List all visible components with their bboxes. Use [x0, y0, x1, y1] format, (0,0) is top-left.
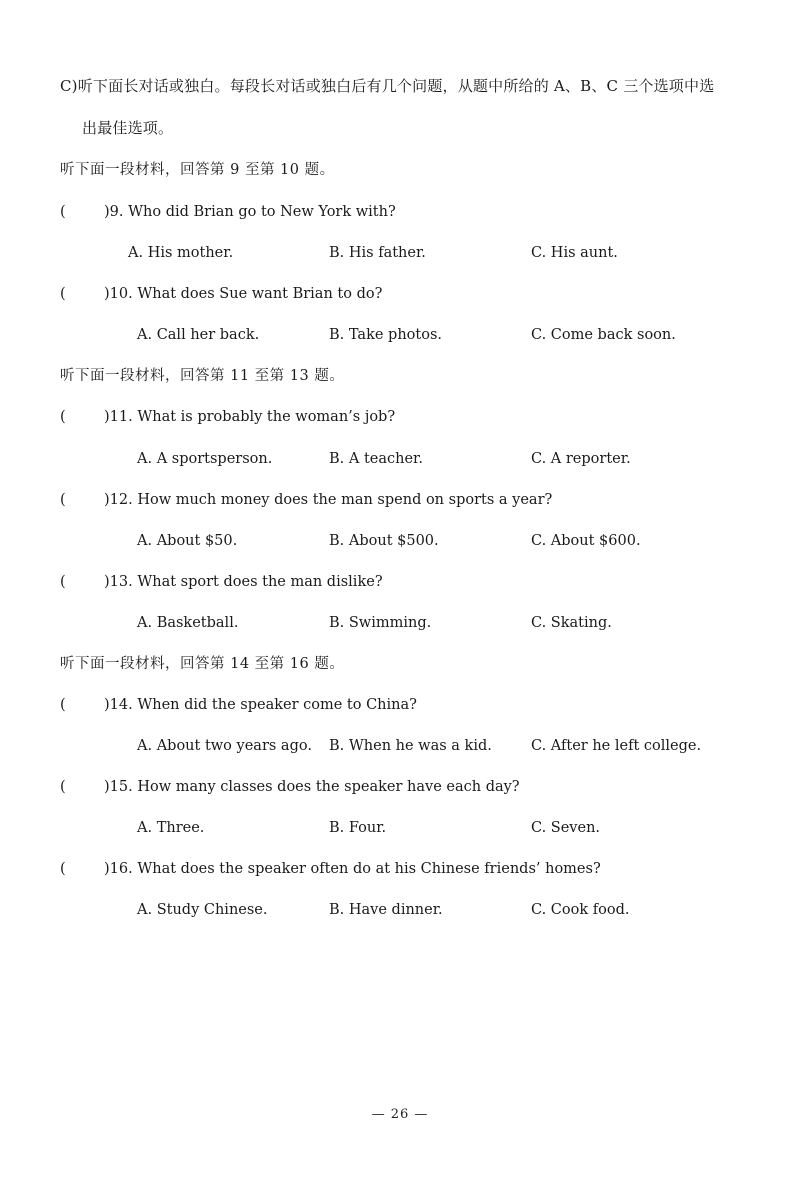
option-a: A. A sportsperson. — [137, 451, 273, 467]
option-a: A. About two years ago. — [137, 738, 312, 754]
question-14 — [60, 695, 417, 715]
question-number: )16. — [104, 861, 133, 877]
option-c: C. After he left college. — [531, 738, 702, 754]
option-a: A. His mother. — [128, 245, 234, 261]
question-number: )13. — [104, 574, 133, 590]
option-a: A. Three. — [137, 820, 205, 836]
question-text: How many classes does the speaker have each day? — [137, 779, 520, 795]
question-text: What does Sue want Brian to do? — [137, 286, 383, 302]
option-c: C. Seven. — [531, 820, 601, 836]
answer-paren: ( — [60, 286, 66, 302]
question-number: )10. — [104, 286, 133, 302]
option-b: B. Take photos. — [329, 327, 442, 343]
option-c: C. Cook food. — [531, 902, 630, 918]
question-number: )14. — [104, 697, 133, 713]
option-b: B. Four. — [329, 820, 387, 836]
section-heading-2: 听下面一段材料，回答第 11 至第 13 题。 — [60, 368, 345, 384]
option-b: B. Swimming. — [329, 615, 432, 631]
answer-paren: ( — [60, 492, 66, 508]
instructions-line-2: 出最佳选项。 — [82, 119, 174, 137]
option-b: B. Have dinner. — [329, 902, 443, 918]
question-12 — [60, 490, 552, 510]
page-number: — 26 — — [371, 1107, 429, 1122]
option-a: A. Study Chinese. — [137, 902, 268, 918]
question-15 — [60, 777, 520, 797]
option-a: A. Basketball. — [137, 615, 239, 631]
section-heading-1: 听下面一段材料，回答第 9 至第 10 题。 — [60, 162, 335, 178]
question-10 — [60, 284, 382, 304]
question-number: )15. — [104, 779, 133, 795]
question-text: How much money does the man spend on sports a year? — [137, 492, 553, 508]
option-c: C. Come back soon. — [531, 327, 676, 343]
question-number: )11. — [104, 409, 133, 425]
instructions-line-1: C)听下面长对话或独白。每段长对话或独白后有几个问题，从题中所给的 A、B、C 三个选项中选 — [60, 77, 715, 95]
question-text: Who did Brian go to New York with? — [128, 204, 396, 220]
section-heading-3: 听下面一段材料，回答第 14 至第 16 题。 — [60, 656, 345, 672]
answer-paren: ( — [60, 697, 66, 713]
answer-paren: ( — [60, 409, 66, 425]
option-b: B. About $500. — [329, 533, 439, 549]
option-a: A. About $50. — [137, 533, 238, 549]
option-c: C. About $600. — [531, 533, 641, 549]
question-13 — [60, 572, 383, 592]
question-text: What does the speaker often do at his Chinese friends’ homes? — [137, 861, 601, 877]
answer-paren: ( — [60, 779, 66, 795]
question-number: )9. — [104, 204, 124, 220]
option-c: C. Skating. — [531, 615, 612, 631]
question-16 — [60, 859, 601, 879]
option-b: B. His father. — [329, 245, 426, 261]
question-text: When did the speaker come to China? — [137, 697, 417, 713]
question-number: )12. — [104, 492, 133, 508]
answer-paren: ( — [60, 574, 66, 590]
question-text: What sport does the man dislike? — [137, 574, 383, 590]
question-11 — [60, 407, 395, 427]
answer-paren: ( — [60, 861, 66, 877]
question-9 — [60, 202, 396, 222]
option-c: C. A reporter. — [531, 451, 631, 467]
option-c: C. His aunt. — [531, 245, 618, 261]
question-text: What is probably the woman’s job? — [137, 409, 396, 425]
option-a: A. Call her back. — [137, 327, 260, 343]
option-b: B. A teacher. — [329, 451, 423, 467]
option-b: B. When he was a kid. — [329, 738, 492, 754]
answer-paren: ( — [60, 204, 66, 220]
